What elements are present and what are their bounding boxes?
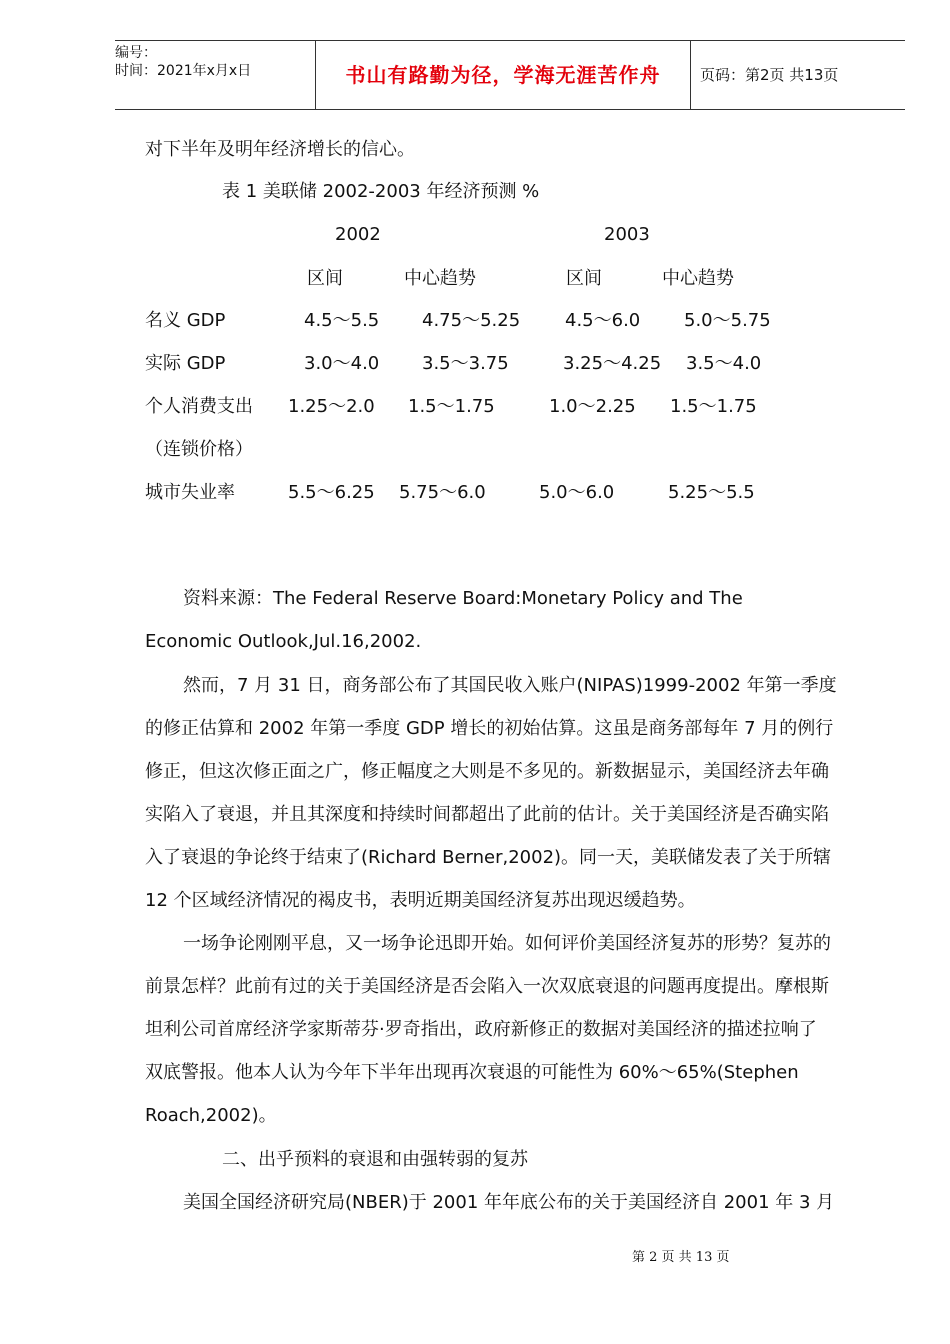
paragraph-line: 修正，但这次修正面之广，修正幅度之大则是不多见的。新数据显示，美国经济去年确	[145, 761, 829, 782]
row-label: 名义 GDP	[145, 310, 226, 331]
year-2002: 2002	[335, 224, 381, 245]
source-line: Economic Outlook,Jul.16,2002.	[145, 631, 422, 652]
table-cell: 5.5～6.25	[288, 482, 375, 503]
header-meta	[115, 41, 315, 112]
row-label: 个人消费支出	[145, 396, 253, 417]
row-label: 实际 GDP	[145, 353, 226, 374]
page-header	[115, 40, 905, 110]
subheader-range-2003: 区间	[566, 268, 602, 289]
subheader-range-2002: 区间	[307, 268, 343, 289]
table-cell: 4.5～6.0	[565, 310, 641, 331]
paragraph-line: 的修正估算和 2002 年第一季度 GDP 增长的初始估算。这虽是商务部每年 7 月的例行	[145, 718, 834, 739]
section-heading: 二、出乎预料的衰退和由强转弱的复苏	[222, 1149, 528, 1170]
paragraph-line: Roach,2002)。	[145, 1105, 277, 1126]
table-cell: 5.0～6.0	[539, 482, 615, 503]
table-cell: 4.75～5.25	[422, 310, 521, 331]
paragraph-line: 然而，7 月 31 日，商务部公布了其国民收入账户(NIPAS)1999-2002 年第一季度	[183, 675, 837, 696]
table-cell: 1.5～1.75	[670, 396, 757, 417]
table-cell: 4.5～5.5	[304, 310, 380, 331]
table-cell: 1.5～1.75	[408, 396, 495, 417]
paragraph-line: 12 个区域经济情况的褐皮书，表明近期美国经济复苏出现迟缓趋势。	[145, 890, 696, 911]
table-cell: 3.25～4.25	[563, 353, 662, 374]
table-cell: 5.75～6.0	[399, 482, 486, 503]
table-cell: 3.0～4.0	[304, 353, 380, 374]
table-cell: 5.25～5.5	[668, 482, 755, 503]
paragraph-line: 入了衰退的争论终于结束了(Richard Berner,2002)。同一天，美联储发表了关于所辖	[145, 847, 832, 868]
table-cell: 1.0～2.25	[549, 396, 636, 417]
year-2003: 2003	[604, 224, 650, 245]
table-caption: 表 1 美联储 2002-2003 年经济预测 %	[222, 181, 540, 202]
page-footer: 第 2 页 共 13 页	[632, 1250, 730, 1265]
serial-label: 编号：	[115, 45, 157, 61]
paragraph-line: 一场争论刚刚平息，又一场争论迅即开始。如何评价美国经济复苏的形势？复苏的	[183, 933, 831, 954]
paragraph-line: 实陷入了衰退，并且其深度和持续时间都超出了此前的估计。关于美国经济是否确实陷	[145, 804, 829, 825]
header-page-info: 页码：第2页 共13页	[700, 66, 839, 84]
paragraph-line: 美国全国经济研究局(NBER)于 2001 年年底公布的关于美国经济自 2001 年 3 月	[183, 1192, 835, 1213]
row-label: 城市失业率	[145, 482, 235, 503]
row-label-note: （连锁价格）	[145, 439, 253, 460]
time-label: 时间：2021年x月x日	[115, 63, 252, 79]
table-cell: 1.25～2.0	[288, 396, 375, 417]
paragraph-line: 前景怎样？此前有过的关于美国经济是否会陷入一次双底衰退的问题再度提出。摩根斯	[145, 976, 829, 997]
intro-line: 对下半年及明年经济增长的信心。	[145, 139, 415, 160]
table-cell: 3.5～4.0	[686, 353, 762, 374]
table-cell: 3.5～3.75	[422, 353, 509, 374]
table-cell: 5.0～5.75	[684, 310, 771, 331]
paragraph-line: 坦利公司首席经济学家斯蒂芬·罗奇指出，政府新修正的数据对美国经济的描述拉响了	[145, 1019, 817, 1040]
subheader-trend-2002: 中心趋势	[404, 268, 476, 289]
subheader-trend-2003: 中心趋势	[662, 268, 734, 289]
header-motto: 书山有路勤为径，学海无涯苦作舟	[315, 41, 691, 109]
paragraph-line: 双底警报。他本人认为今年下半年出现再次衰退的可能性为 60%～65%(Stephen	[145, 1062, 799, 1083]
source-line: 资料来源：The Federal Reserve Board:Monetary Policy and The	[183, 588, 743, 609]
